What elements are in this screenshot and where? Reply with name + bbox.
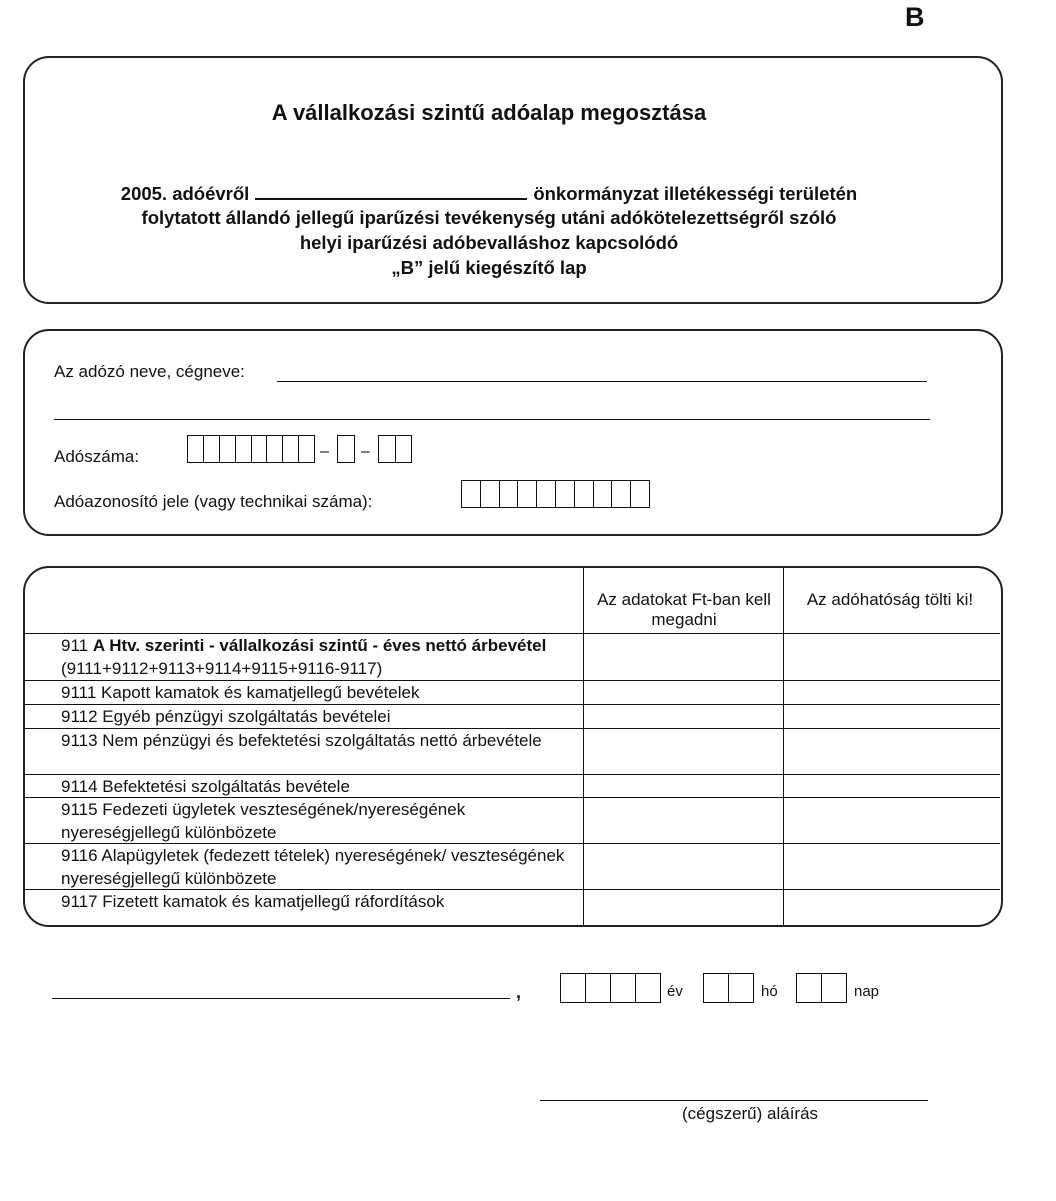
row-text: Befektetési szolgáltatás bevétele — [102, 777, 350, 796]
tax-id-cells[interactable] — [461, 480, 650, 508]
month-cells[interactable] — [703, 973, 754, 1003]
taxpayer-box — [23, 329, 1003, 536]
subtitle-line-2: folytatott állandó jellegű iparűzési tevékenység utáni adókötelezettségről szóló — [141, 207, 837, 228]
tax-id-label: Adóazonosító jele (vagy technikai száma): — [54, 492, 373, 511]
subtitle-prefix: 2005. adóévről — [120, 183, 250, 204]
amount-cell[interactable] — [585, 890, 781, 925]
place-field[interactable] — [52, 998, 510, 999]
subtitle-suffix: önkormányzat illetékességi területén — [533, 183, 858, 204]
signature-line[interactable] — [540, 1100, 928, 1101]
authority-cell — [785, 729, 997, 775]
table-row — [25, 634, 1000, 681]
amount-cell[interactable] — [585, 729, 781, 775]
table-row — [25, 844, 1000, 890]
tax-number-county-cells[interactable] — [378, 435, 412, 463]
authority-cell — [785, 844, 997, 890]
subtitle-line-1 — [25, 182, 953, 205]
amount-cell[interactable] — [585, 681, 781, 705]
authority-cell — [785, 798, 997, 844]
row-description — [61, 705, 581, 728]
authority-cell — [785, 775, 997, 798]
header-row — [25, 568, 1000, 634]
row-code: 9116 — [61, 846, 98, 865]
table-row — [25, 798, 1000, 844]
header-box — [23, 56, 1003, 304]
year-cells[interactable] — [560, 973, 661, 1003]
tax-number-main-cells[interactable] — [187, 435, 315, 463]
row-text: (9111+9112+9113+9114+9115+9116-9117) — [61, 659, 383, 678]
tax-number-separator-2: – — [361, 443, 370, 460]
municipality-field[interactable] — [255, 182, 527, 200]
tax-number-separator-1: – — [320, 443, 329, 460]
place-comma: , — [516, 982, 522, 1002]
row-description — [61, 729, 581, 752]
amount-cell[interactable] — [585, 775, 781, 798]
column-header-amount: Az adatokat Ft-ban kell megadni — [597, 590, 771, 629]
signature-label: (cégszerű) aláírás — [682, 1104, 819, 1123]
day-cells[interactable] — [796, 973, 847, 1003]
row-text: Fedezeti ügyletek veszteségének/nyereségének nyereségjellegű különbözete — [61, 800, 466, 842]
row-code: 9117 — [61, 892, 98, 911]
amount-cell[interactable] — [585, 844, 781, 890]
tax-number-label: Adószáma: — [54, 447, 140, 466]
authority-cell — [785, 705, 997, 729]
row-description — [61, 844, 581, 890]
subtitle-line-3: helyi iparűzési adóbevalláshoz kapcsolódó — [299, 232, 679, 253]
form-title: A vállalkozási szintű adóalap megosztása — [271, 100, 707, 125]
authority-cell — [785, 681, 997, 705]
amount-cell[interactable] — [585, 634, 781, 681]
year-label: év — [667, 983, 683, 1000]
authority-cell — [785, 890, 997, 925]
row-description — [61, 681, 581, 704]
row-description — [61, 634, 581, 680]
subtitle-line-4: „B” jelű kiegészítő lap — [391, 257, 587, 278]
row-text: Alapügyletek (fedezett tételek) nyereségének/ veszteségének nyereségjellegű különbözete — [61, 846, 565, 888]
row-code: 9111 — [61, 683, 97, 702]
row-text: Fizetett kamatok és kamatjellegű ráfordítások — [102, 892, 445, 911]
row-description — [61, 775, 581, 798]
amount-cell[interactable] — [585, 798, 781, 844]
form-letter: B — [905, 2, 925, 32]
month-label: hó — [761, 983, 778, 1000]
authority-cell — [785, 634, 997, 681]
row-text: Nem pénzügyi és befektetési szolgáltatás nettó árbevétele — [102, 731, 542, 750]
row-text: Egyéb pénzügyi szolgáltatás bevételei — [102, 707, 391, 726]
row-code: 9112 — [61, 707, 98, 726]
row-code: 9113 — [61, 731, 98, 750]
name-field-line-2[interactable] — [54, 419, 930, 420]
data-table — [23, 566, 1003, 927]
row-bold-text: A Htv. szerinti - vállalkozási szintű - éves nettó árbevétel — [92, 636, 547, 655]
row-code: 9115 — [61, 800, 98, 819]
column-header-authority: Az adóhatóság tölti ki! — [806, 590, 974, 609]
name-field[interactable] — [277, 381, 927, 382]
row-code: 911 — [61, 636, 89, 655]
table-row — [25, 890, 1000, 925]
name-label: Az adózó neve, cégneve: — [54, 362, 245, 381]
row-code: 9114 — [61, 777, 98, 796]
table-row — [25, 729, 1000, 775]
row-text: Kapott kamatok és kamatjellegű bevételek — [101, 683, 420, 702]
table-row — [25, 775, 1000, 798]
row-description — [61, 798, 581, 844]
amount-cell[interactable] — [585, 705, 781, 729]
row-description — [61, 890, 581, 913]
day-label: nap — [854, 983, 880, 1000]
table-row — [25, 681, 1000, 705]
table-row — [25, 705, 1000, 729]
tax-number-vat-cell[interactable] — [337, 435, 355, 463]
